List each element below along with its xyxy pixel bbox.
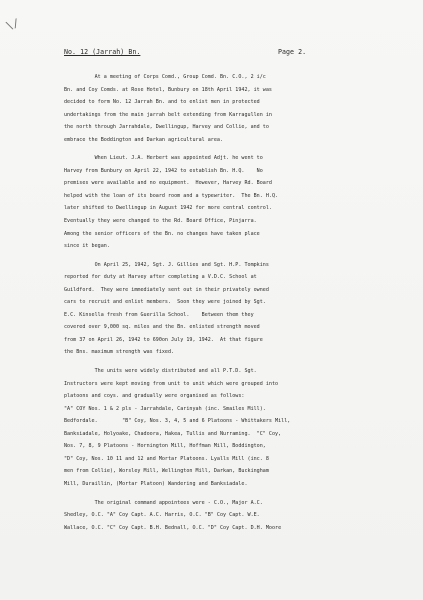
- text-line: from 37 on April 26, 1942 to 690on July 19, 1942. At that figure: [64, 336, 263, 343]
- text-line: The original command appointees were - C.O., Major A.C.: [64, 499, 263, 506]
- text-line: "A" COY Nos. 1 & 2 pls - Jarrahdale, Carinyah (inc. Smailes Mill).: [64, 405, 266, 412]
- text-line: embrace the Boddington and Darkan agricultural area.: [64, 136, 224, 143]
- text-line: helped with the loan of its board room and a typewriter. The Bn. H.Q.: [64, 192, 279, 199]
- text-line: Nos. 7, 8, 9 Platoons - Hornington Mill, Hoffman Mill, Boddington,: [64, 443, 266, 450]
- text-line: cars to recruit and enlist members. Soon they were joined by Sgt.: [64, 299, 266, 306]
- text-line: Instructors were kept moving from unit to unit which were grouped into: [64, 380, 279, 387]
- text-line: E.C. Kinsella fresh from Guerilla School. Between them they: [64, 311, 254, 318]
- text-line: later shifted to Dwellingup in August 1942 for more central control.: [64, 205, 272, 212]
- text-line: On April 25, 1942, Sgt. J. Gillies and Sgt. H.P. Tompkins: [64, 261, 269, 268]
- page-number: Page 2.: [278, 48, 307, 56]
- text-line: men from Collie), Worsley Mill, Wellington Mill, Darkan, Buckingham: [64, 468, 269, 475]
- text-line: Wallace, O.C. "C" Coy Capt. B.H. Bednall, O.C. "D" Coy Capt. D.H. Moore: [64, 524, 282, 531]
- text-line: premises were available and no equipment. However, Harvey Rd. Board: [64, 180, 272, 187]
- text-line: Mill, Duraillin, (Mortar Platoon) Wandering and Banksiadale.: [64, 480, 248, 487]
- page-header: [64, 48, 364, 56]
- text-line: platoons and coys. and gradually were organised as follows:: [64, 393, 245, 400]
- tick-mark: \/: [4, 16, 22, 33]
- text-line: since it began.: [64, 243, 110, 250]
- text-line: the north through Jarrahdale, Dwellingup, Harvey and Collie, and to: [64, 124, 269, 131]
- paragraph-headquarters: [64, 152, 382, 252]
- paragraph-recruitment: [64, 259, 382, 359]
- text-line: The units were widely distributed and all P.T.D. Sgt.: [64, 368, 257, 375]
- paragraph-organisation: [64, 365, 382, 490]
- text-line: At a meeting of Corps Comd., Group Comd. Bn. C.O., 2 i/c: [64, 74, 266, 80]
- text-line: Among the senior officers of the Bn. no changes have taken place: [64, 230, 260, 237]
- text-line: Harvey from Bunbury on April 22, 1942 to establish Bn. H.Q. No: [64, 167, 263, 174]
- paragraph-appointees: [64, 497, 382, 535]
- text-line: covered over 9,000 sq. miles and the Bn. enlisted strength moved: [64, 324, 260, 331]
- battalion-title: No. 12 (Jarrah) Bn.: [64, 48, 141, 56]
- text-line: When Lieut. J.A. Herbert was appointed Adjt. he went to: [64, 155, 263, 162]
- text-line: Eventually they were changed to the Rd. Board Office, Pinjarra.: [64, 218, 257, 225]
- text-line: Bedfordale. "B" Coy, Nos. 3, 4, 5 and 6 Platoons - Whittakers Mill,: [64, 418, 291, 425]
- text-line: undertakings from the main jarrah belt extending from Karragullen in: [64, 111, 272, 118]
- text-line: Shedley, O.C. "A" Coy Capt. A.C. Harris, O.C. "B" Coy Capt. W.E.: [64, 512, 260, 519]
- text-line: reported for duty at Harvey after completing a V.D.C. School at: [64, 274, 257, 281]
- text-line: Banksiadale, Holyoake, Chadoora, Hakea, Tullis and Nurraming. "C" Coy,: [64, 430, 282, 437]
- paragraph-formation: [64, 71, 382, 146]
- text-line: decided to form No. 12 Jarrah Bn. and to enlist men in protected: [64, 99, 260, 106]
- text-line: Guildford. They were immediately sent out in their privately owned: [64, 286, 269, 293]
- document-body: [64, 71, 382, 534]
- text-line: "D" Coy, Nos. 10 11 and 12 and Mortar Platoons. Lyalls Mill (inc. 8: [64, 455, 269, 462]
- text-line: Bn. and Coy Comds. at Rose Hotel, Bunbury on 18th April 1942, it was: [64, 86, 272, 93]
- text-line: the Bns. maximum strength was fixed.: [64, 349, 175, 356]
